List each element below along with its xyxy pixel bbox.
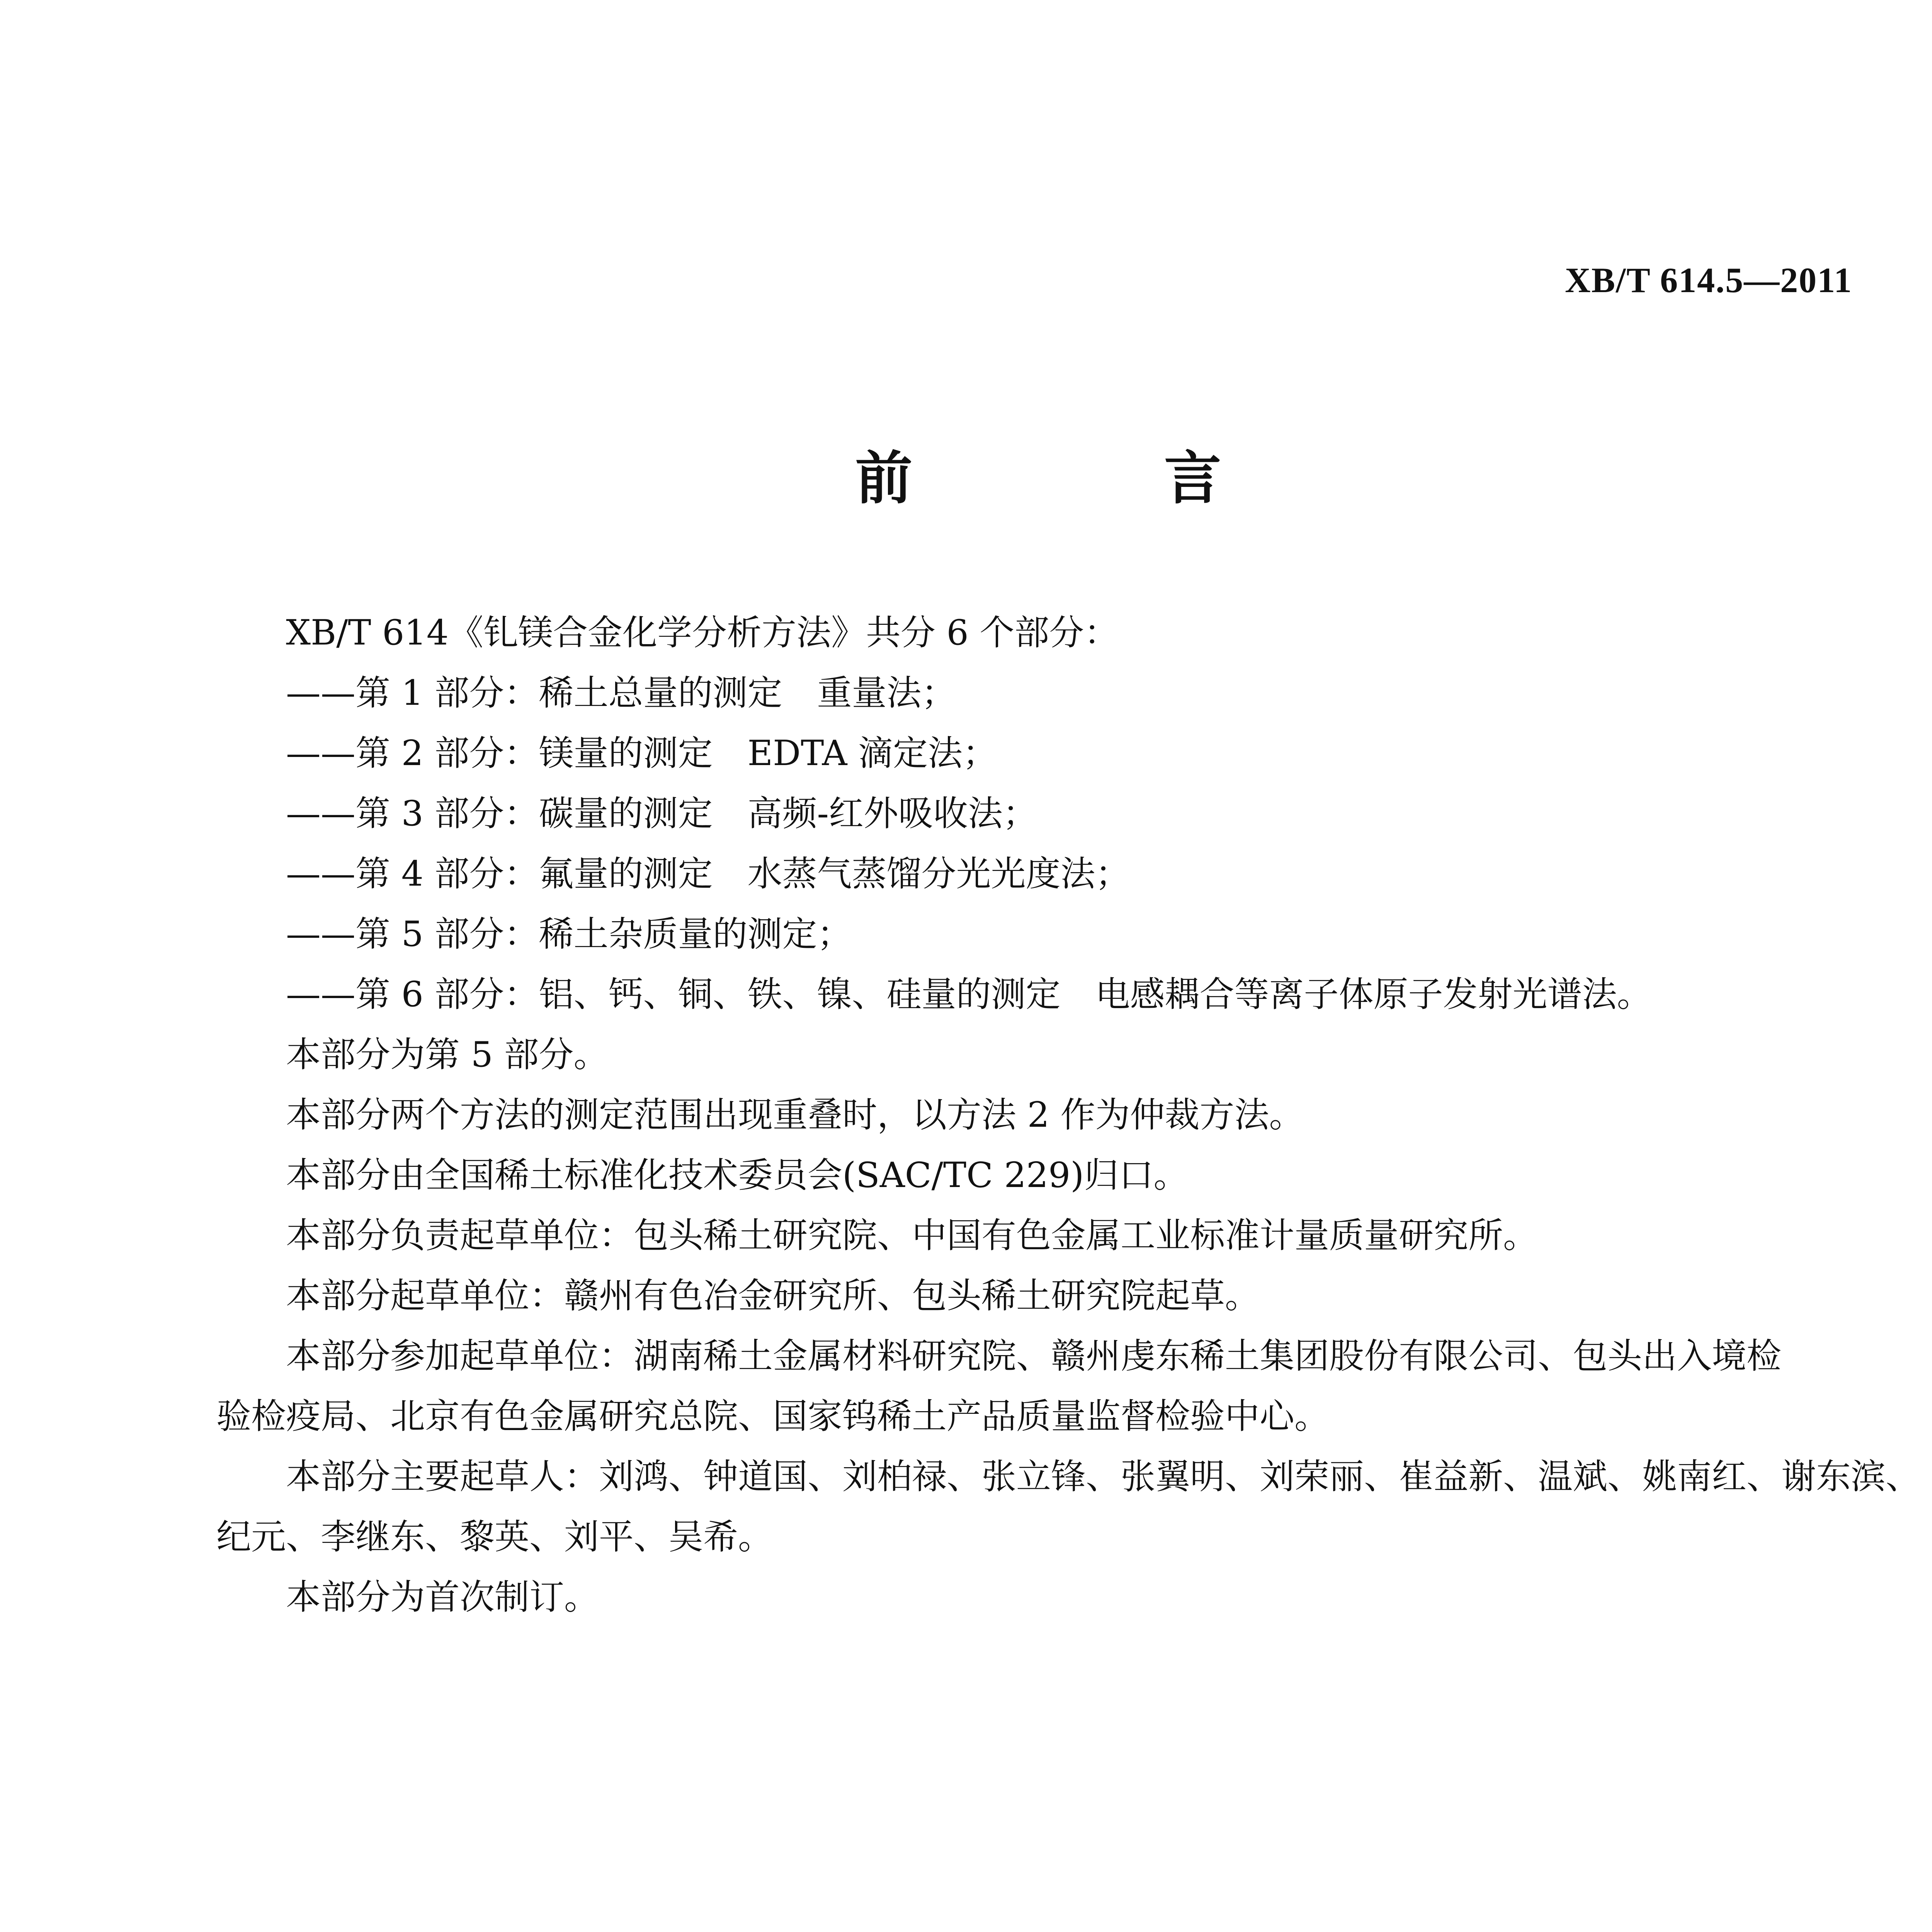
paragraph-committee: 本部分由全国稀土标准化技术委员会(SAC/TC 229)归口。 bbox=[286, 1155, 1189, 1196]
list-item-part-5: ——第 5 部分：稀土杂质量的测定； bbox=[286, 914, 852, 954]
list-item-part-4: ——第 4 部分：氟量的测定 水蒸气蒸馏分光光度法； bbox=[286, 854, 1130, 894]
page-title: 前 言 bbox=[855, 445, 1337, 512]
paragraph-drafters-cont: 纪元、李继东、黎英、刘平、吴希。 bbox=[216, 1517, 773, 1557]
paragraph-part-number: 本部分为第 5 部分。 bbox=[286, 1034, 609, 1075]
foreword-body bbox=[216, 603, 1920, 1628]
paragraph-intro: XB/T 614《钆镁合金化学分析方法》共分 6 个部分： bbox=[286, 612, 1119, 653]
list-item-part-2: ——第 2 部分：镁量的测定 EDTA 滴定法； bbox=[286, 733, 998, 774]
list-item-part-3: ——第 3 部分：碳量的测定 高频-红外吸收法； bbox=[286, 793, 1037, 834]
paragraph-participating-units-cont: 验检疫局、北京有色金属研究总院、国家钨稀土产品质量监督检验中心。 bbox=[216, 1396, 1329, 1437]
standard-code: XB/T 614.5—2011 bbox=[1565, 260, 1852, 300]
paragraph-responsible-units: 本部分负责起草单位：包头稀土研究院、中国有色金属工业标准计量质量研究所。 bbox=[286, 1215, 1538, 1256]
list-item-part-1: ——第 1 部分：稀土总量的测定 重量法； bbox=[286, 673, 956, 713]
paragraph-first-edition: 本部分为首次制订。 bbox=[286, 1577, 599, 1617]
paragraph-participating-units: 本部分参加起草单位：湖南稀土金属材料研究院、赣州虔东稀土集团股份有限公司、包头出入境检 bbox=[286, 1336, 1781, 1376]
paragraph-drafting-units: 本部分起草单位：赣州有色冶金研究所、包头稀土研究院起草。 bbox=[286, 1276, 1260, 1316]
paragraph-arbitration: 本部分两个方法的测定范围出现重叠时，以方法 2 作为仲裁方法。 bbox=[286, 1095, 1304, 1135]
list-item-part-6: ——第 6 部分：铝、钙、铜、铁、镍、硅量的测定 电感耦合等离子体原子发射光谱法。 bbox=[286, 974, 1652, 1015]
paragraph-drafters: 本部分主要起草人：刘鸿、钟道国、刘柏禄、张立锋、张翼明、刘荣丽、崔益新、温斌、姚南红、谢东滨、 bbox=[286, 1456, 1920, 1497]
